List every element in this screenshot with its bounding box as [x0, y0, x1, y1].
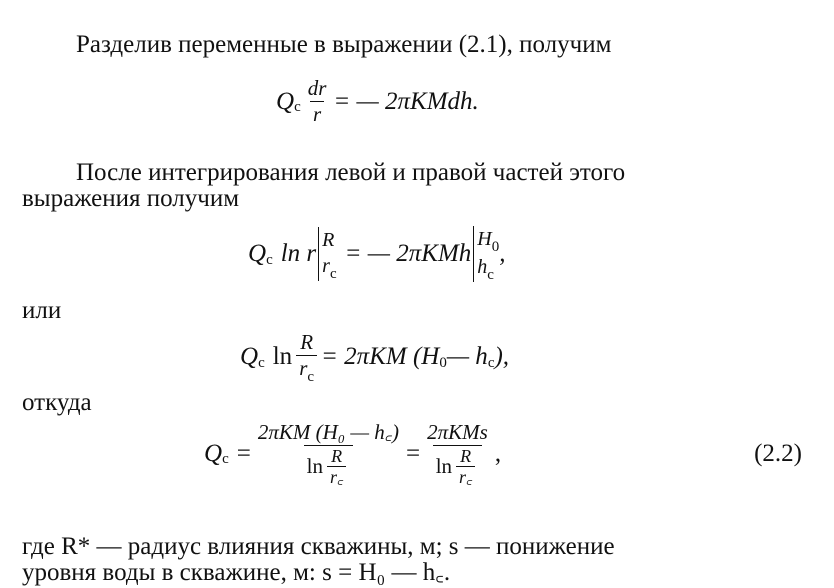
eq4-lhs-sub: с — [222, 451, 229, 467]
eq3-rhs-sub: с — [487, 354, 495, 371]
eq3-denominator-sub: с — [307, 369, 315, 385]
equation-number: (2.2) — [754, 440, 802, 467]
word-whence — [22, 388, 806, 418]
eq4-den2-den: r꜀ — [456, 466, 475, 487]
eq3-fraction — [296, 330, 317, 384]
eq2-lower-2: h — [477, 256, 488, 278]
whence-text: откуда — [22, 389, 92, 416]
eq4-den2-num: R — [460, 446, 472, 466]
eq2-lower-2-sub: с — [487, 267, 494, 283]
eq2-ln-r: ln r — [280, 240, 317, 267]
eq4-eq-sign: = — [236, 439, 251, 467]
equation-4 — [204, 420, 501, 487]
paragraph-text: уровня воды в скважине, м: s = H₀ — h꜀. — [22, 559, 451, 586]
eq1-lhs: Q — [276, 87, 295, 115]
eq2-lower-1: r — [322, 255, 330, 277]
eq1-rhs: = — 2πKMdh. — [333, 87, 479, 115]
eq4-numerator-1: 2πKM (H₀ — h꜀) — [257, 420, 400, 444]
paragraph-text: где R* — радиус влияния скважины, м; s — понижение — [22, 533, 615, 560]
eq2-upper-1: R — [322, 229, 335, 251]
eq2-upper-2: H — [477, 228, 492, 250]
eq2-lhs: Q — [248, 240, 267, 267]
eq2-tail: , — [499, 240, 506, 267]
eq1-denominator: r — [310, 101, 324, 127]
eq4-den2-ln: ln — [435, 454, 453, 478]
eq3-ln: ln — [272, 343, 293, 370]
eq1-fraction — [305, 76, 330, 127]
eq2-lhs-sub: с — [266, 251, 273, 268]
eq3-lhs-sub: с — [258, 354, 265, 371]
eq2-eval-bar-1 — [318, 227, 336, 281]
eq4-fraction-2 — [424, 420, 491, 487]
word-or — [22, 296, 806, 326]
eq2-upper-2-sub: 0 — [491, 239, 500, 255]
eq3-rhs-end: ), — [494, 343, 510, 370]
eq2-middle: = — 2πKMh — [344, 240, 472, 267]
eq4-tail: , — [494, 439, 502, 467]
eq3-numerator: R — [300, 330, 314, 354]
eq3-lhs: Q — [240, 343, 259, 370]
eq2-lower-1-sub: с — [329, 266, 337, 282]
eq3-denominator: r — [299, 356, 308, 380]
paragraph-text: Разделив переменные в выражении (2.1), получим — [76, 31, 612, 58]
paragraph-text: выражения получим — [22, 185, 240, 212]
eq2-eval-bar-2 — [473, 226, 499, 282]
eq4-fraction-1 — [255, 420, 402, 487]
or-text: или — [22, 297, 62, 324]
eq4-numerator-2: 2πKMs — [427, 420, 488, 444]
paragraph-line-1 — [76, 30, 806, 60]
equation-3 — [240, 330, 509, 384]
eq3-rhs2: — h — [446, 343, 488, 370]
eq4-den1-ln: ln — [306, 454, 323, 478]
paragraph-text: После интегрирования левой и правой частей этого — [76, 159, 626, 186]
equation-1 — [276, 76, 479, 127]
eq4-den1-den: r꜀ — [327, 466, 346, 487]
eq4-lhs: Q — [204, 439, 223, 467]
eq4-den1-num: R — [331, 446, 343, 466]
eq3-rhs-sub0: 0 — [439, 354, 447, 371]
eq3-rhs: = 2πKM (H — [321, 343, 440, 370]
eq4-eq-sign-2: = — [406, 439, 421, 467]
paragraph-line-3 — [22, 184, 806, 214]
eq1-lhs-sub: с — [294, 99, 301, 115]
eq1-numerator: dr — [307, 76, 327, 100]
equation-2 — [248, 226, 505, 282]
paragraph-line-5 — [22, 558, 806, 588]
